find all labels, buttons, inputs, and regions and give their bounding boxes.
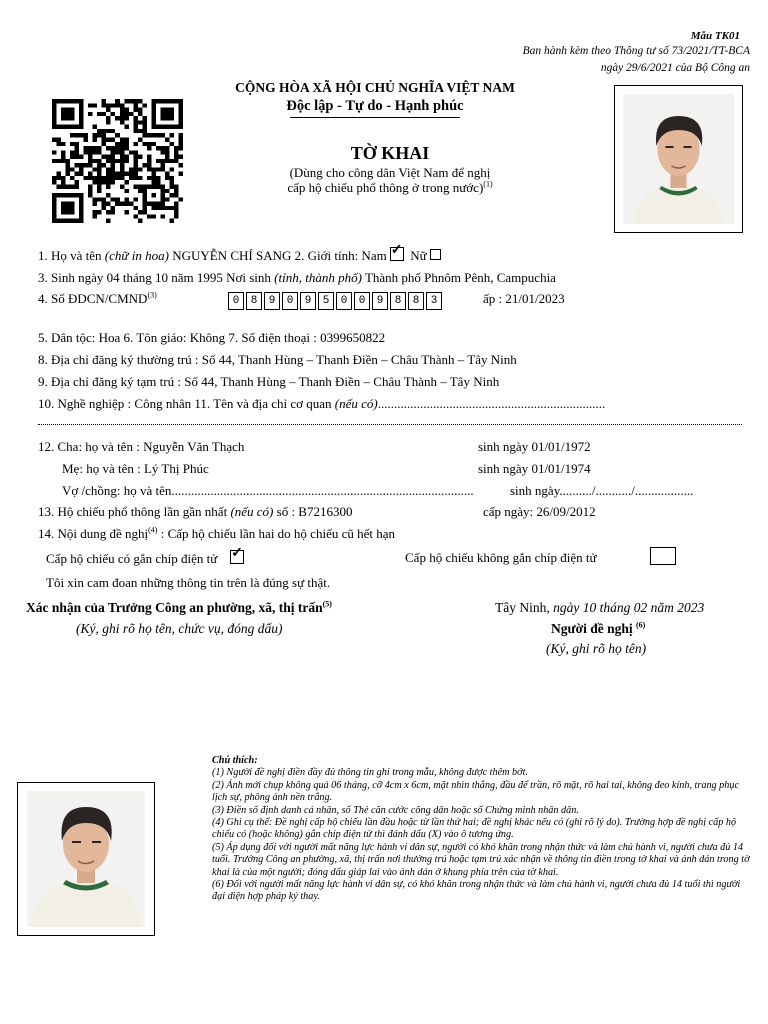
confirmation-title-text: Xác nhận của Trưởng Công an phường, xã, thị trấn xyxy=(26,600,323,615)
birth-label: 3. Sinh ngày 04 tháng 10 năm 1995 Nơi sinh xyxy=(38,270,271,285)
chip-option-yes xyxy=(46,546,244,567)
field-ethnicity-religion-phone: 5. Dân tộc: Hoa 6. Tôn giáo: Không 7. Số điện thoại : 0399650822 xyxy=(38,330,386,345)
id-digit-box: 9 xyxy=(300,292,316,310)
id-digit-box: 0 xyxy=(228,292,244,310)
form-subtitle-line-2 xyxy=(200,180,580,196)
confirmation-title xyxy=(26,600,332,616)
id-number-boxes[interactable] xyxy=(228,292,444,310)
footnote-item: (4) Ghi cụ thể: Đề nghị cấp hộ chiếu lần đầu hoặc từ lần thứ hai; đề nghị khác nếu có (ghi rõ lý do). Trường hợp đề nghị cấp hộ chiếu có (hoặc không) gắn chíp điện tử thì đánh dấu (X) vào ô tương ứng. xyxy=(212,817,737,841)
confirmation-footnote-ref: (5) xyxy=(322,599,332,609)
birthplace-hint: (tỉnh, thành phố) xyxy=(274,270,362,285)
applicant-sign-hint: (Ký, ghi rõ họ tên) xyxy=(546,641,647,656)
passport-number: số : B7216300 xyxy=(276,504,353,519)
subtitle-footnote-ref: (1) xyxy=(483,179,493,189)
request-footnote-ref: (4) xyxy=(148,525,158,535)
id-digit-box: 0 xyxy=(336,292,352,310)
nation-title: CỘNG HÒA XÃ HỘI CHỦ NGHĨA VIỆT NAM xyxy=(235,80,515,95)
field-request xyxy=(38,526,395,542)
footnote-item: (3) Điền số định danh cá nhân, số Thẻ căn cước công dân hoặc số Chứng minh nhân dân. xyxy=(212,804,579,816)
chip-no-checkbox[interactable] xyxy=(650,547,676,565)
spouse-name: Vợ /chồng: họ và tên............................................................................................. xyxy=(62,483,474,498)
occupation-hint: (nếu có) xyxy=(334,396,378,411)
form-subtitle-line-1: (Dùng cho công dân Việt Nam để nghị xyxy=(289,165,491,180)
passport-label: 13. Hộ chiếu phổ thông lần gần nhất xyxy=(38,504,228,519)
footnotes xyxy=(212,755,752,904)
applicant-sign-title xyxy=(551,621,645,637)
footnote-item: (5) Áp dụng đối với người mất năng lực hành vi dân sự, người có khó khăn trong nhận thức và làm chủ hành vi, người chưa đủ 14 tuổi. Trưởng Công an phường, xã, thị trấn nơi thường trú hoặc tạm trú xác nhận về thông tin điền trong tờ khai và ảnh dán trong tờ khai là của một người; đóng dấu giáp lai vào ảnh dán ở khung phía trên của tờ khai. xyxy=(212,841,750,878)
occupation-label: 10. Nghề nghiệp : Công nhân 11. Tên và địa chỉ cơ quan xyxy=(38,396,332,411)
birthplace-value[interactable]: Thành phố Phnôm Pênh, Campuchia xyxy=(364,270,556,285)
gender-label: 2. Giới tính: Nam xyxy=(294,248,387,263)
dotted-divider xyxy=(38,424,742,425)
applicant-sign-title-text: Người đề nghị xyxy=(551,621,633,636)
chip-no-label: Cấp hộ chiếu không gắn chíp điện tử xyxy=(405,550,597,565)
field-temporary-address: 9. Địa chỉ đăng ký tạm trú : Số 44, Thanh Hùng – Thanh Điền – Châu Thành – Tây Ninh xyxy=(38,374,500,389)
name-hint: (chữ in hoa) xyxy=(104,248,169,263)
father-name: 12. Cha: họ và tên : Nguyễn Văn Thạch xyxy=(38,439,245,454)
check-icon: ✓ xyxy=(231,546,243,561)
issuance-line-2: ngày 29/6/2021 của Bộ Công an xyxy=(600,62,750,74)
place-date xyxy=(495,600,704,616)
id-digit-box: 8 xyxy=(390,292,406,310)
footnote-item: (6) Đối với người mất năng lực hành vi dân sự, có khó khăn trong nhận thức và làm chủ hành vi, người chưa đủ 14 tuổi thì người đại diện hợp pháp ký thay. xyxy=(212,879,741,903)
footnote-item: (2) Ảnh mới chụp không quá 06 tháng, cỡ 4cm x 6cm, mặt nhìn thẳng, đầu để trần, rõ mặt, rõ hai tai, không đeo kính, trang phục lịch sự, phông ảnh nền trắng. xyxy=(212,779,739,804)
field-occupation xyxy=(38,396,605,412)
id-digit-box: 5 xyxy=(318,292,334,310)
applicant-footnote-ref: (6) xyxy=(635,620,646,630)
motto-underline xyxy=(290,117,460,118)
father-dob: sinh ngày 01/01/1972 xyxy=(478,439,591,454)
issuance-line-1: Ban hành kèm theo Thông tư số 73/2021/TT-BCA xyxy=(522,45,750,57)
applicant-photo-attached xyxy=(17,782,155,936)
qr-code xyxy=(52,99,183,223)
id-digit-box: 8 xyxy=(408,292,424,310)
id-digit-box: 9 xyxy=(264,292,280,310)
field-name-gender xyxy=(38,243,441,264)
applicant-photo xyxy=(614,85,743,233)
gender-female-label: Nữ xyxy=(410,248,427,263)
id-digit-box: 0 xyxy=(354,292,370,310)
name-label: 1. Họ và tên xyxy=(38,248,102,263)
passport-issue-date: cấp ngày: 26/09/2012 xyxy=(483,504,596,519)
id-label: 4. Số ĐDCN/CMND xyxy=(38,291,148,306)
form-code: Mẫu TK01 xyxy=(690,30,740,42)
id-digit-box: 8 xyxy=(246,292,262,310)
footnotes-title: Chú thích: xyxy=(212,755,258,766)
commitment-text: Tôi xin cam đoan những thông tin trên là đúng sự thật. xyxy=(46,575,331,590)
chip-yes-label: Cấp hộ chiếu có gắn chíp điện tử xyxy=(46,551,218,566)
field-permanent-address: 8. Địa chỉ đăng ký thường trú : Số 44, Thanh Hùng – Thanh Điền – Châu Thành – Tây Ninh xyxy=(38,352,517,367)
request-value: : Cấp hộ chiếu lần hai do hộ chiếu cũ hết hạn xyxy=(160,526,396,541)
mother-dob: sinh ngày 01/01/1974 xyxy=(478,461,591,476)
id-digit-box: 3 xyxy=(426,292,442,310)
mother-name: Mẹ: họ và tên : Lý Thị Phúc xyxy=(62,461,209,476)
photo-portrait xyxy=(623,94,734,224)
footnote-item: (1) Người đề nghị điền đầy đủ thông tin ghi trong mẫu, không được thêm bớt. xyxy=(212,767,528,779)
id-digit-box: 0 xyxy=(282,292,298,310)
place: Tây Ninh, xyxy=(495,600,550,615)
id-footnote-ref: (3) xyxy=(147,290,157,300)
gender-female-checkbox[interactable] xyxy=(430,249,441,260)
occupation-dots: ...................................................................... xyxy=(377,396,606,411)
form-title: TỜ KHAI xyxy=(350,143,430,163)
id-issue-date: ấp : 21/01/2023 xyxy=(483,291,565,306)
field-id-label xyxy=(38,291,157,307)
motto: Độc lập - Tự do - Hạnh phúc xyxy=(286,98,464,114)
date: ngày 10 tháng 02 năm 2023 xyxy=(553,600,705,615)
request-label: 14. Nội dung đề nghị xyxy=(38,526,149,541)
field-birth xyxy=(38,270,556,286)
id-digit-box: 9 xyxy=(372,292,388,310)
passport-hint: (nếu có) xyxy=(230,504,274,519)
field-previous-passport xyxy=(38,504,352,520)
spouse-dob: sinh ngày........../.........../.................. xyxy=(510,483,694,498)
photo-portrait xyxy=(27,791,145,927)
check-icon: ✓ xyxy=(390,243,403,258)
gender-male-checkbox[interactable] xyxy=(390,243,404,261)
subtitle-text: cấp hộ chiếu phổ thông ở trong nước) xyxy=(287,180,484,195)
chip-yes-checkbox[interactable] xyxy=(230,546,244,564)
confirmation-hint: (Ký, ghi rõ họ tên, chức vụ, đóng dấu) xyxy=(76,621,283,636)
name-value[interactable]: NGUYỄN CHÍ SANG xyxy=(172,248,292,263)
